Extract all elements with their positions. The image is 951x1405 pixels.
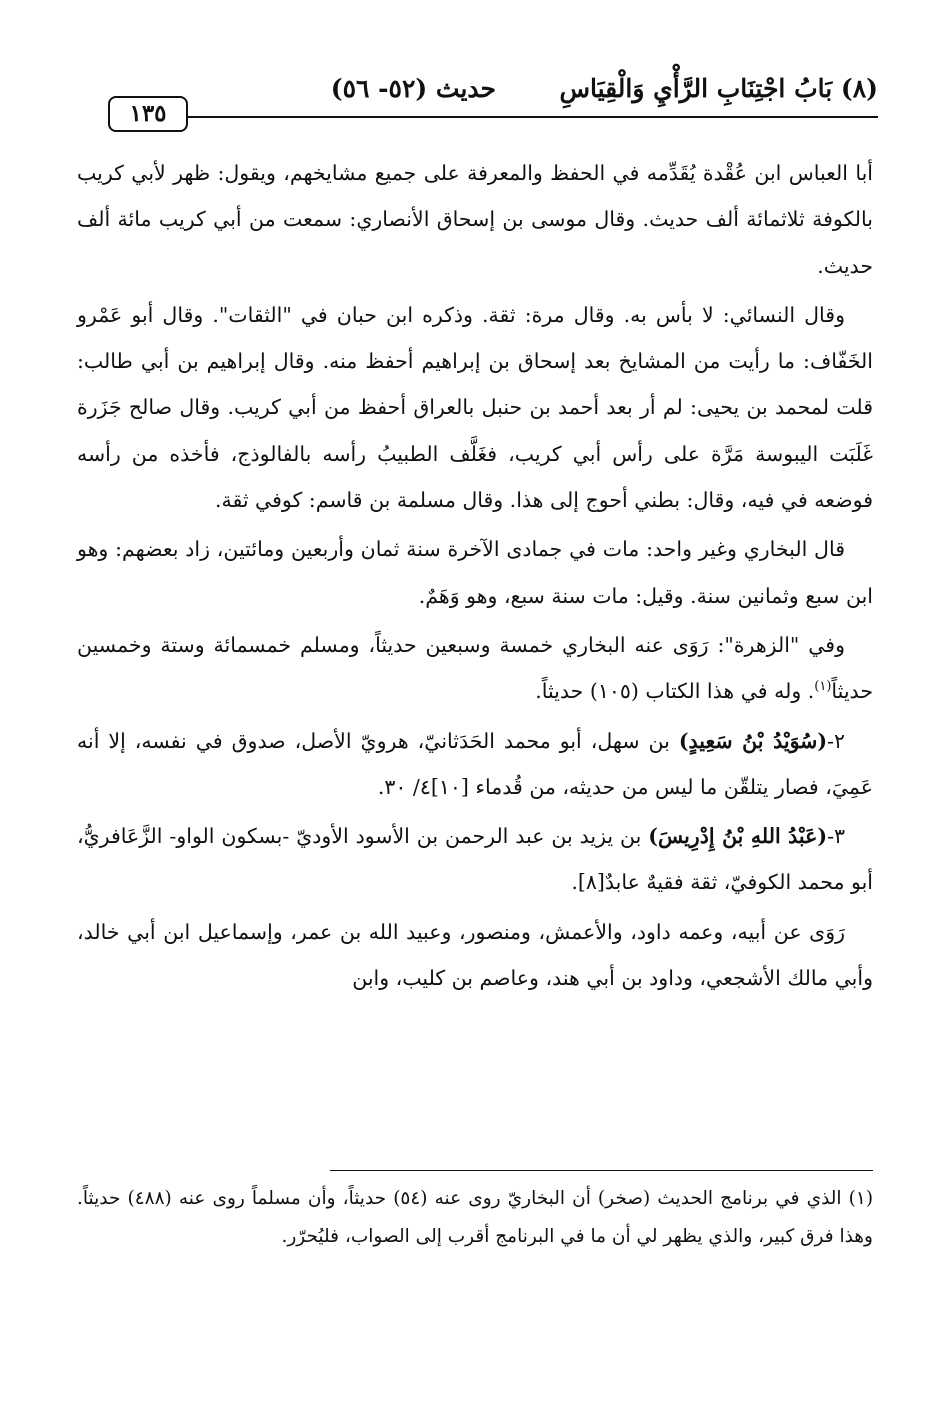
narrator-entry-3	[77, 813, 873, 906]
footnote-1: (١) الذي في برنامج الحديث (صخر) أن البخاريّ روى عنه (٥٤) حديثاً، وأن مسلماً روى عنه (٤٨٨) حديثاً. وهذا فرق كبير، والذي يظهر لي أن ما في البرنامج أقرب إلى الصواب، فليُحرّر.	[77, 1188, 874, 1247]
header-rule	[188, 116, 878, 118]
entry-number: ٢-	[827, 728, 845, 753]
paragraph-1: أبا العباس ابن عُقْدة يُقَدِّمه في الحفظ والمعرفة على جميع مشايخهم، ويقول: ظهر لأبي كريب بالكوفة ثلاثمائة ألف حديث. وقال موسى بن إسحاق الأنصاري: سمعت من أبي كريب مائة ألف حديث.	[77, 161, 873, 278]
chapter-title: (٨) بَابُ اجْتِنَابِ الرَّأْيِ وَالْقِيَاسِ	[559, 74, 878, 103]
entry-number: ٣-	[827, 824, 846, 849]
paragraph-4-part-b: . وله في هذا الكتاب (١٠٥) حديثاً.	[535, 679, 815, 704]
narrator-details: بن يزيد بن عبد الرحمن بن الأسود الأوديّ -بسكون الواو- الزَّعَافريُّ، أبو محمد الكوفيّ، ثقة فقيهٌ عابدٌ[٨].	[77, 824, 873, 895]
narrator-name: (عَبْدُ اللهِ بْنُ إِدْرِيسَ)	[648, 824, 828, 849]
footnote-rule	[330, 1170, 873, 1171]
hadith-range: حديث (٥٢- ٥٦)	[330, 74, 496, 103]
paragraph-2: وقال النسائي: لا بأس به. وقال مرة: ثقة. وذكره ابن حبان في "الثقات". وقال أبو عَمْرو الخَفّاف: ما رأيت من المشايخ بعد إسحاق بن إبراهيم أحفظ منه. وقال إبراهيم بن أبي طالب: قلت لمحمد بن يحيى: لم أر بعد أحمد بن حنبل بالعراق أحفظ من أبي كريب. وقال صالح جَزَرة غَلَبَت اليبوسة مَرَّة على رأس أبي كريب، فغَلَّف الطبيبُ رأسه بالفالوذج، فأخذه من رأسه فوضعه في فيه، وقال: بطني أحوج إلى هذا. وقال مسلمة بن قاسم: كوفي ثقة.	[77, 302, 873, 513]
footnotes	[77, 1180, 873, 1256]
main-text	[77, 150, 873, 1004]
page-number: ١٣٥	[108, 96, 188, 132]
paragraph-4-part-a: وفي "الزهرة": رَوَى عنه البخاري خمسة وسبعين حديثاً، ومسلم خمسمائة وستة وخمسين حديثاً	[77, 632, 873, 704]
paragraph-4	[77, 622, 873, 715]
footnote-ref[interactable]: (١)	[814, 679, 832, 695]
paragraph-7: رَوَى عن أبيه، وعمه داود، والأعمش، ومنصور، وعبيد الله بن عمر، وإسماعيل ابن أبي خالد، وأبي مالك الأشجعي، وداود بن أبي هند، وعاصم بن كليب، وابن	[77, 919, 873, 991]
narrator-details: بن سهل، أبو محمد الحَدَثانيّ، هرويّ الأصل، صدوق في نفسه، إلا أنه عَمِيَ، فصار يتلقّن ما ليس من حديثه، من قُدماء [١٠]٤/ ٣٠.	[77, 728, 873, 799]
narrator-name: (سُوَيْدُ بْنُ سَعِيدٍ)	[678, 728, 828, 753]
running-header	[108, 66, 878, 128]
paragraph-3: قال البخاري وغير واحد: مات في جمادى الآخرة سنة ثمان وأربعين ومائتين، زاد بعضهم: وهو ابن سبع وثمانين سنة. وقيل: مات سنة سبع، وهو وَهَمٌ.	[77, 537, 873, 608]
narrator-entry-2	[77, 718, 873, 811]
